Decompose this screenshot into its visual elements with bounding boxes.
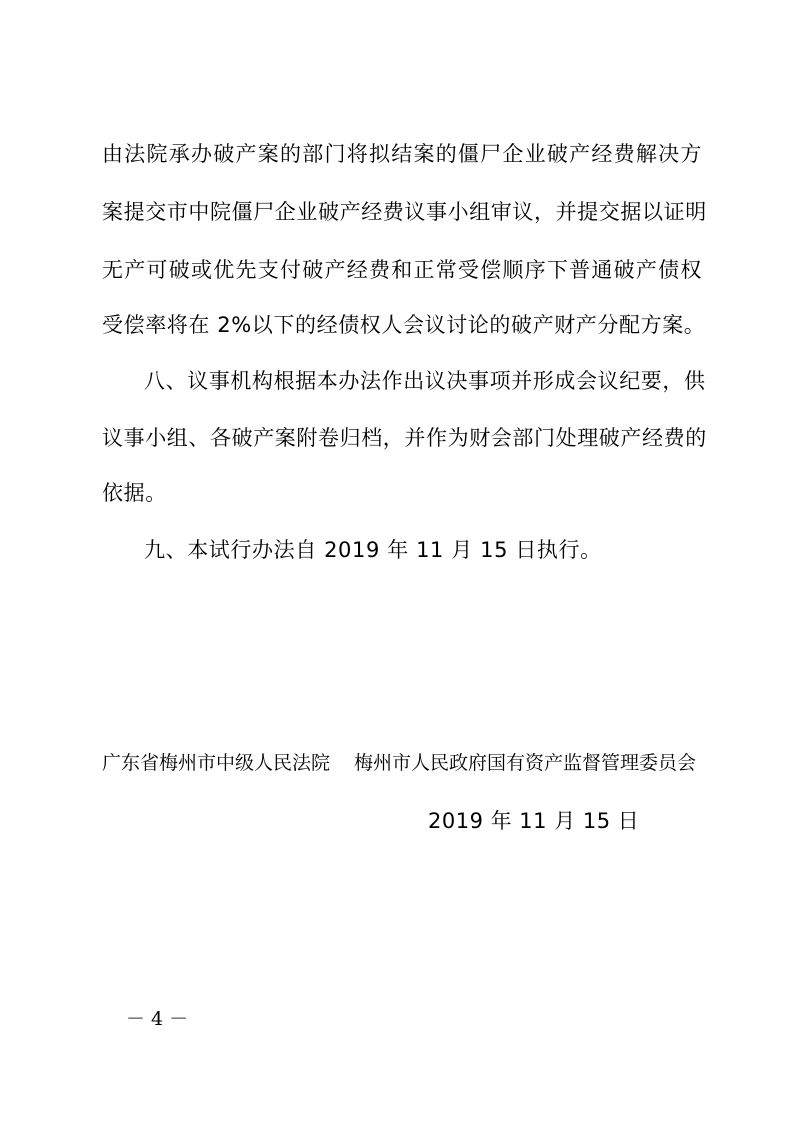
page-number: － 4 － [126,1008,189,1030]
signature-date: 2019 年 11 月 15 日 [428,809,640,833]
issuer-sasac: 梅州市人民政府国有资产监督管理委员会 [354,752,697,774]
paragraph-line: 八、议事机构根据本办法作出议决事项并形成会议纪要，供 [144,369,706,393]
paragraph-line: 依据。 [102,481,167,505]
paragraph-line: 由法院承办破产案的部门将拟结案的僵尸企业破产经费解决方 [102,142,702,166]
paragraph-line: 议事小组、各破产案附卷归档，并作为财会部门处理破产经费的 [102,426,707,450]
paragraph-line: 受偿率将在 2%以下的经债权人会议讨论的破产财产分配方案。 [102,313,706,337]
paragraph-line: 无产可破或优先支付破产经费和正常受偿顺序下普通破产债权 [102,258,702,282]
paragraph-line: 九、本试行办法自 2019 年 11 月 15 日执行。 [144,538,602,562]
paragraph-line: 案提交市中院僵尸企业破产经费议事小组审议，并提交据以证明 [102,200,707,224]
issuer-court: 广东省梅州市中级人民法院 [102,752,331,774]
